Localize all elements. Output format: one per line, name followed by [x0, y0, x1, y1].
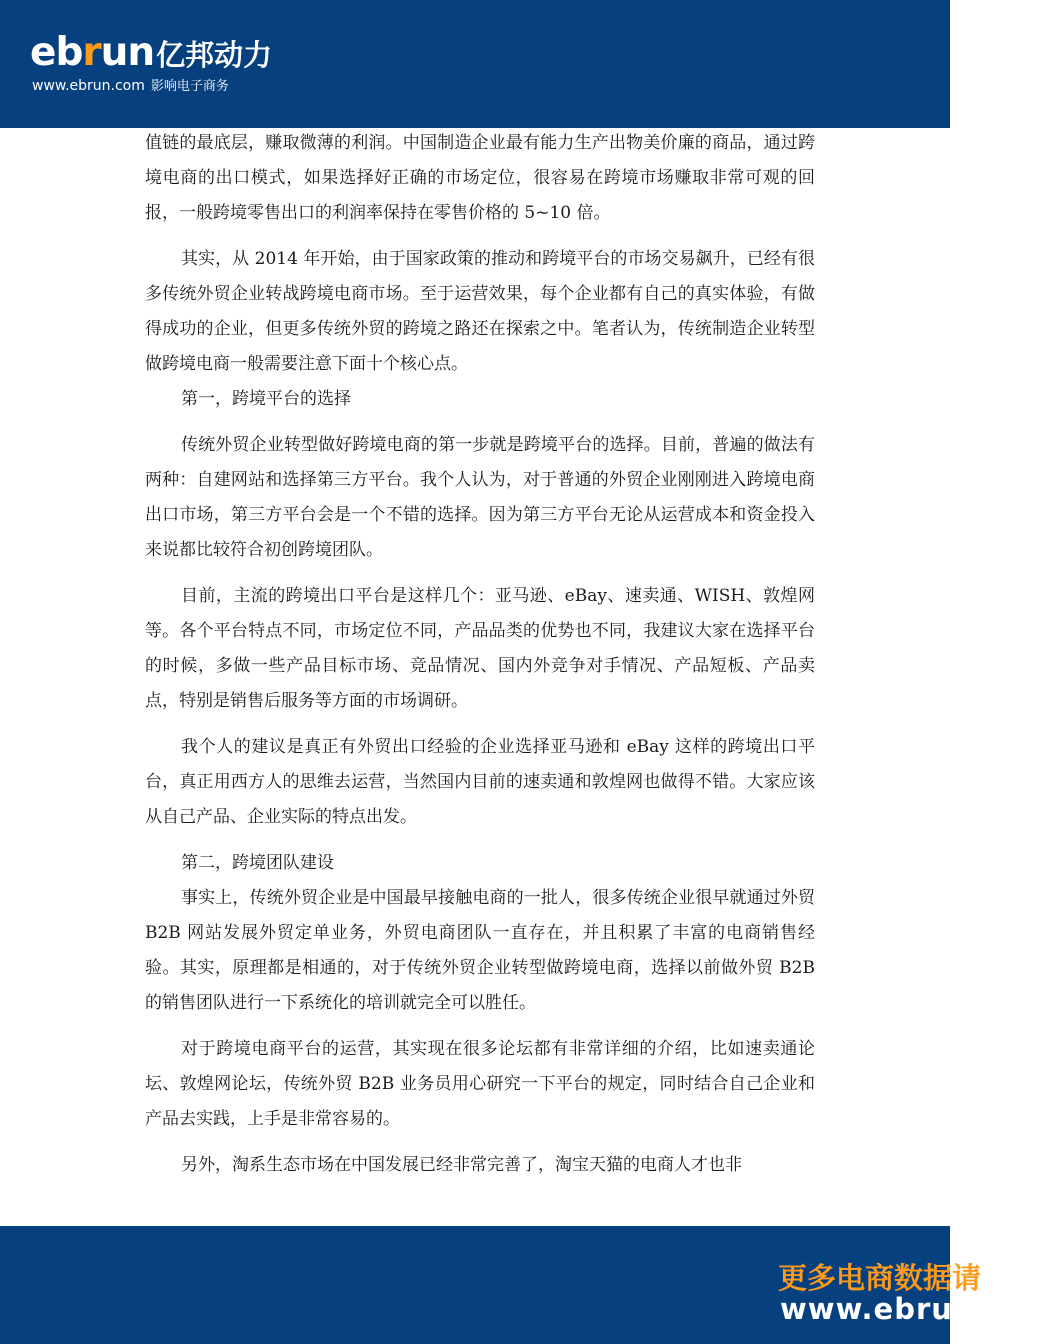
section-heading: 第一，跨境平台的选择 — [181, 389, 351, 409]
logo-latin-accent: r — [82, 30, 101, 75]
paragraph: 我个人的建议是真正有外贸出口经验的企业选择亚马逊和 eBay 这样的跨境出口平台，真正用西方人的思维去运营，当然国内目前的速卖通和敦煌网也做得不错。大家应该从自己产品、企业实际的特点出发。 — [145, 737, 815, 827]
article-body — [145, 126, 815, 1183]
footer-url[interactable]: www.ebrun.com — [780, 1292, 1057, 1326]
logo-wordmark — [30, 30, 272, 78]
ebrun-logo[interactable] — [30, 30, 290, 100]
paragraph: 事实上，传统外贸企业是中国最早接触电商的一批人，很多传统企业很早就通过外贸 B2B 网站发展外贸定单业务，外贸电商团队一直存在，并且积累了丰富的电商销售经验。其实，原理都是相通的，对于传统外贸企业转型做跨境电商，选择以前做外贸 B2B 的销售团队进行一下系统化的培训就完全可以胜任。 — [145, 888, 815, 1013]
paragraph: 传统外贸企业转型做好跨境电商的第一步就是跨境平台的选择。目前，普遍的做法有两种：自建网站和选择第三方平台。我个人认为，对于普通的外贸企业刚刚进入跨境电商出口市场，第三方平台会是一个不错的选择。因为第三方平台无论从运营成本和资金投入来说都比较符合初创跨境团队。 — [145, 435, 815, 560]
logo-latin-start: eb — [30, 30, 83, 75]
logo-chinese-name: 亿邦动力 — [156, 38, 273, 72]
logo-url: www.ebrun.com — [32, 78, 145, 94]
paragraph: 目前，主流的跨境出口平台是这样几个：亚马逊、eBay、速卖通、WISH、敦煌网等。各个平台特点不同，市场定位不同，产品品类的优势也不同，我建议大家在选择平台的时候，多做一些产品目标市场、竞品情况、国内外竞争对手情况、产品短板、产品卖点，特别是销售后服务等方面的市场调研。 — [145, 586, 815, 711]
logo-latin-end: un — [100, 30, 155, 75]
footer-promo-text[interactable]: 更多电商数据请 — [778, 1261, 982, 1295]
paragraph: 对于跨境电商平台的运营，其实现在很多论坛都有非常详细的介绍，比如速卖通论坛、敦煌网论坛，传统外贸 B2B 业务员用心研究一下平台的规定，同时结合自己企业和产品去实践，上手是非常容易的。 — [145, 1039, 815, 1129]
paragraph: 其实，从 2014 年开始，由于国家政策的推动和跨境平台的市场交易飙升，已经有很多传统外贸企业转战跨境电商市场。至于运营效果，每个企业都有自己的真实体验，有做得成功的企业，但更多传统外贸的跨境之路还在探索之中。笔者认为，传统制造企业转型做跨境电商一般需要注意下面十个核心点。 — [145, 249, 815, 374]
paragraph: 值链的最底层，赚取微薄的利润。中国制造企业最有能力生产出物美价廉的商品，通过跨境电商的出口模式，如果选择好正确的市场定位，很容易在跨境市场赚取非常可观的回报，一般跨境零售出口的利润率保持在零售价格的 5~10 倍。 — [145, 133, 815, 223]
header-band — [0, 0, 950, 128]
logo-tagline: 影响电子商务 — [150, 79, 229, 94]
section-heading: 第二，跨境团队建设 — [181, 853, 334, 873]
paragraph: 另外，淘系生态市场在中国发展已经非常完善了，淘宝天猫的电商人才也非 — [181, 1155, 742, 1175]
logo-subline — [32, 75, 229, 94]
footer-band — [0, 1226, 1057, 1344]
